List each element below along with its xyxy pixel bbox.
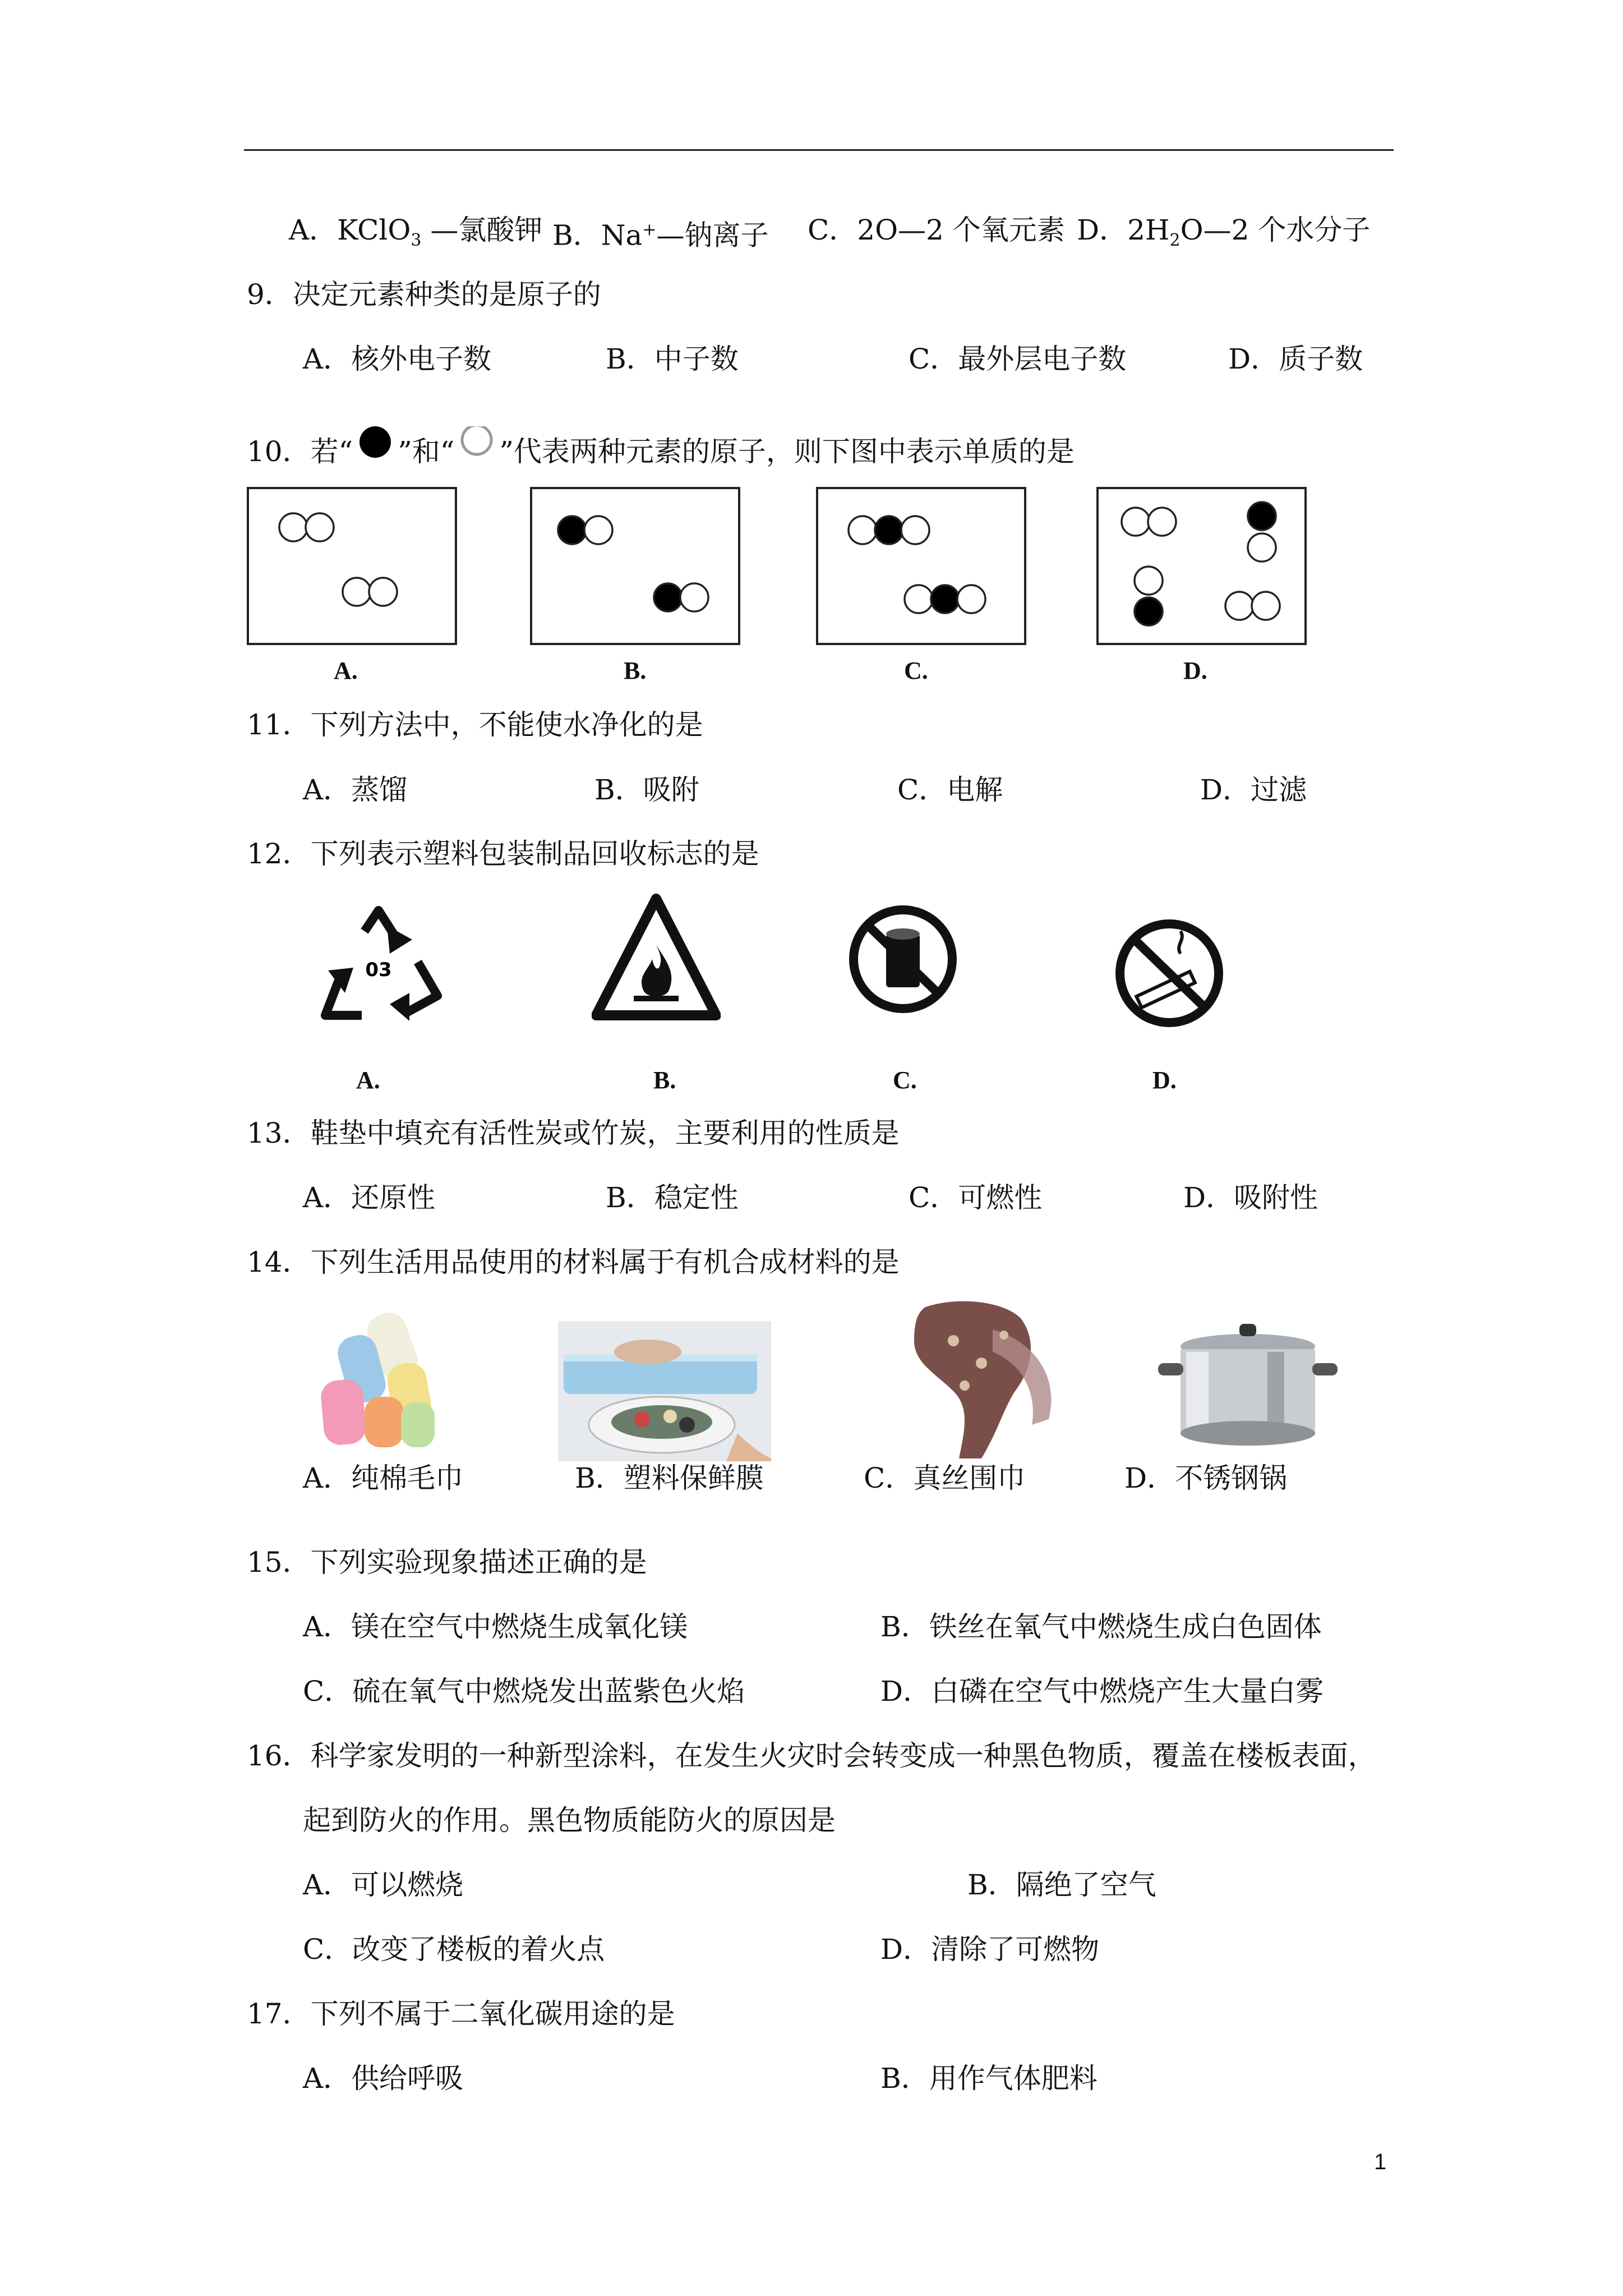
q17-option-a: A．供给呼吸 xyxy=(303,2062,464,2095)
q9-option-d: D．质子数 xyxy=(1228,343,1363,375)
recycle-code: 03 xyxy=(365,959,392,981)
q8-option-a: A．KClO$_3$ —氯酸钾 xyxy=(289,214,543,250)
q10-label-c: C. xyxy=(904,657,928,684)
q15-option-a: A．镁在空气中燃烧生成氧化镁 xyxy=(303,1611,688,1643)
q12-label-b: B. xyxy=(653,1066,676,1094)
q9-option-c: C．最外层电子数 xyxy=(909,343,1127,375)
q14-option-d: D．不锈钢锅 xyxy=(1124,1462,1288,1494)
q13-option-b: B．稳定性 xyxy=(606,1181,739,1214)
q16-option-b: B．隔绝了空气 xyxy=(967,1869,1156,1901)
q16-stem-line1: 16．科学家发明的一种新型涂料，在发生火灾时会转变成一种黑色物质，覆盖在楼板表面， xyxy=(247,1740,1376,1772)
q11-option-a: A．蒸馏 xyxy=(303,774,408,806)
q15-stem: 15．下列实验现象描述正确的是 xyxy=(247,1546,647,1579)
q12-stem: 12．下列表示塑料包装制品回收标志的是 xyxy=(247,838,759,870)
q11-option-b: B．吸附 xyxy=(594,774,699,806)
q10-label-b: B. xyxy=(624,657,647,684)
q13-option-a: A．还原性 xyxy=(303,1181,436,1214)
q10-box-b xyxy=(530,487,740,645)
q9-option-b: B．中子数 xyxy=(606,343,739,375)
q10-box-a xyxy=(247,487,457,645)
q9-option-a: A．核外电子数 xyxy=(303,343,492,375)
recycle-icon xyxy=(311,900,446,1027)
q10-stem: 10．若“ ”和“ ”代表两种元素的原子，则下图中表示单质的是 xyxy=(247,426,1075,468)
q9-stem: 9．决定元素种类的是原子的 xyxy=(247,278,601,311)
q14-option-a: A．纯棉毛巾 xyxy=(303,1462,464,1494)
q10-label-d: D. xyxy=(1183,657,1207,684)
q12-label-a: A. xyxy=(356,1066,380,1094)
q13-option-d: D．吸附性 xyxy=(1183,1181,1318,1214)
q17-option-b: B．用作气体肥料 xyxy=(880,2062,1098,2095)
q15-option-b: B．铁丝在氧气中燃烧生成白色固体 xyxy=(880,1611,1322,1643)
page-number: 1 xyxy=(1374,2150,1387,2174)
stainless-pot-image xyxy=(1155,1318,1340,1453)
q10-box-c xyxy=(816,487,1026,645)
header-rule xyxy=(244,149,1394,151)
q16-option-a: A．可以燃烧 xyxy=(303,1869,464,1901)
q15-option-d: D．白磷在空气中燃烧产生大量白雾 xyxy=(880,1675,1324,1708)
white-atom-icon xyxy=(454,426,499,466)
q16-option-c: C．改变了楼板的着火点 xyxy=(303,1933,605,1966)
q17-stem: 17．下列不属于二氧化碳用途的是 xyxy=(247,1998,675,2030)
q14-option-c: C．真丝围巾 xyxy=(864,1462,1026,1494)
q8-option-d: D．$2H_2O—2$ 个水分子 xyxy=(1077,214,1371,250)
q10-box-d xyxy=(1096,487,1307,645)
q11-option-d: D．过滤 xyxy=(1200,774,1307,806)
q15-option-c: C．硫在氧气中燃烧发出蓝紫色火焰 xyxy=(303,1675,745,1708)
q11-stem: 11．下列方法中，不能使水净化的是 xyxy=(247,708,703,741)
q10-label-a: A. xyxy=(334,657,358,684)
flammable-warning-icon xyxy=(592,892,721,1024)
no-oil-drum-icon xyxy=(847,900,959,1021)
towels-image xyxy=(311,1301,451,1453)
q11-option-c: C．电解 xyxy=(897,774,1003,806)
q8-option-b: B．Na+—钠离子 xyxy=(552,219,769,252)
q13-stem: 13．鞋垫中填充有活性炭或竹炭，主要利用的性质是 xyxy=(247,1117,900,1149)
q8-option-c: C．2O—2 个氧元素 xyxy=(808,214,1065,246)
black-atom-icon xyxy=(353,426,398,466)
q12-label-c: C. xyxy=(893,1066,917,1094)
q16-stem-line2: 起到防火的作用。黑色物质能防火的原因是 xyxy=(303,1804,836,1837)
plastic-wrap-image xyxy=(558,1321,771,1461)
q14-option-b: B．塑料保鲜膜 xyxy=(575,1462,764,1494)
silk-scarf-image xyxy=(892,1296,1071,1464)
q16-option-d: D．清除了可燃物 xyxy=(880,1933,1100,1966)
q14-stem: 14．下列生活用品使用的材料属于有机合成材料的是 xyxy=(247,1246,900,1278)
q13-option-c: C．可燃性 xyxy=(909,1181,1043,1214)
q12-label-d: D. xyxy=(1152,1066,1177,1094)
no-smoking-icon xyxy=(1113,914,1225,1035)
